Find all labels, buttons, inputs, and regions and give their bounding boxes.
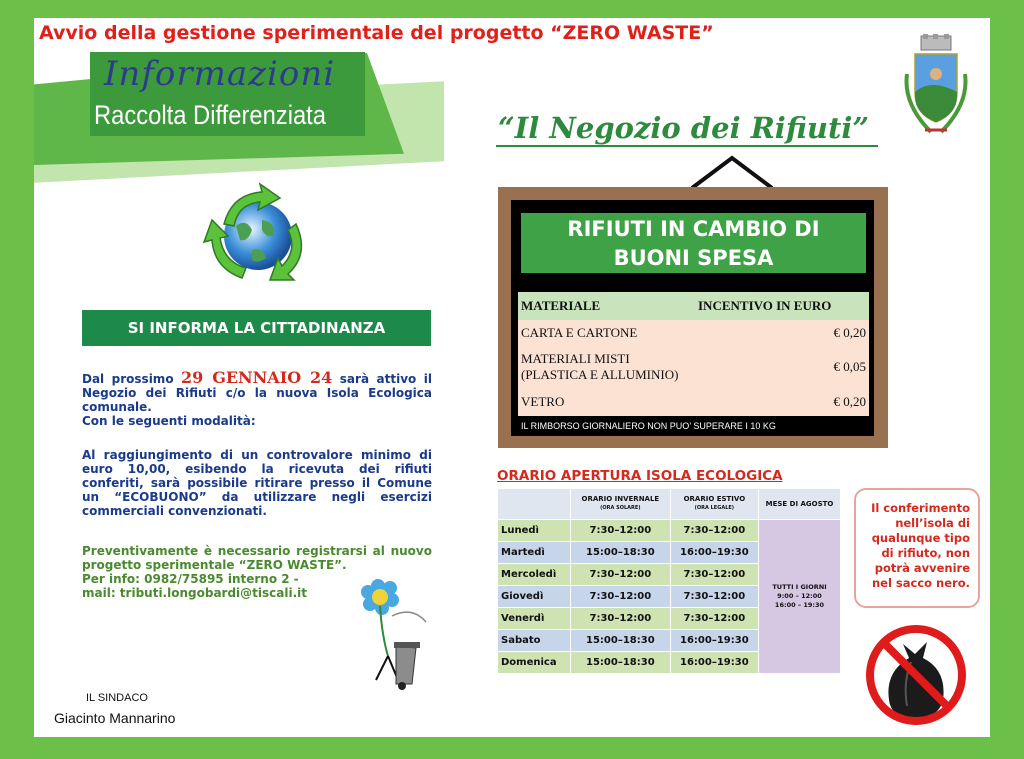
shop-title: “Il Negozio dei Rifiuti” — [498, 111, 870, 145]
p3-text-a: Preventivamente è necessario registrarsi al nuovo progetto sperimentale “ZERO WASTE”. — [82, 544, 432, 572]
board-heading-line2: BUONI SPESA — [613, 246, 774, 270]
incentive-table — [518, 292, 869, 416]
flower-mascot-icon — [352, 576, 442, 691]
col-winter-sub: (ORA SOLARE) — [600, 505, 641, 511]
p1-text-a: Dal prossimo — [82, 372, 182, 386]
mayor-name: Giacinto Mannarino — [54, 710, 176, 726]
material-line2: (PLASTICA E ALLUMINIO) — [521, 367, 679, 382]
board-hanger-icon — [686, 154, 778, 190]
summer-hours: 16:00–19:30 — [670, 630, 758, 652]
summer-hours: 16:00–19:30 — [670, 652, 758, 674]
ecobuono-paragraph: Al raggiungimento di un controvalore minimo di euro 10,00, esibendo la ricevuta dei rifiuti conferiti, sarà possibile ritirare presso il Comune un “ECOBUONO” da utilizzare negli esercizi commerciali convenzionati. — [82, 448, 432, 518]
p1-text-b: sarà attivo il Negozio dei Rifiuti c/o la nuova Isola Ecologica comunale. — [82, 372, 432, 414]
mayor-label: IL SINDACO — [86, 692, 148, 704]
recycle-globe-icon — [202, 180, 314, 288]
material-name — [518, 351, 799, 383]
table-row — [518, 346, 869, 388]
august-line1: TUTTI I GIORNI — [772, 583, 827, 591]
inform-banner: SI INFORMA LA CITTADINANZA — [82, 310, 431, 346]
title-underline — [496, 145, 878, 147]
incentive-value: € 0,20 — [833, 325, 866, 340]
day-label: Mercoledì — [498, 564, 571, 586]
hours-title: ORARIO APERTURA ISOLA ECOLOGICA — [497, 468, 783, 484]
table-row — [498, 520, 841, 542]
day-label: Sabato — [498, 630, 571, 652]
day-label: Martedì — [498, 542, 571, 564]
table-row — [518, 388, 869, 416]
august-hours — [759, 520, 841, 674]
info-subtitle: Raccolta Differenziata — [94, 100, 327, 130]
col-material: MATERIALE — [521, 298, 601, 313]
day-label: Giovedì — [498, 586, 571, 608]
opening-hours-table — [497, 488, 841, 674]
summer-hours: 16:00–19:30 — [670, 542, 758, 564]
board-heading — [521, 213, 866, 273]
col-incentive: INCENTIVO IN EURO — [698, 298, 832, 313]
august-line2: 9:00 – 12:00 — [777, 592, 822, 600]
col-summer-label: ORARIO ESTIVO — [683, 495, 746, 503]
day-label: Domenica — [498, 652, 571, 674]
day-label: Lunedì — [498, 520, 571, 542]
winter-hours: 15:00–18:30 — [571, 652, 671, 674]
contact-email: mail: tributi.longobardi@tiscali.it — [82, 586, 307, 600]
material-name: VETRO — [521, 394, 565, 409]
day-label: Venerdì — [498, 608, 571, 630]
municipal-crest-icon — [901, 34, 971, 140]
winter-hours: 7:30–12:00 — [571, 564, 671, 586]
col-summer-sub: (ORA LEGALE) — [694, 505, 735, 511]
winter-hours: 15:00–18:30 — [571, 630, 671, 652]
p1-text-c: Con le seguenti modalità: — [82, 414, 256, 428]
summer-hours: 7:30–12:00 — [670, 608, 758, 630]
winter-hours: 7:30–12:00 — [571, 586, 671, 608]
summer-hours: 7:30–12:00 — [670, 586, 758, 608]
incentive-value: € 0,20 — [833, 394, 866, 409]
col-winter-label: ORARIO INVERNALE — [581, 495, 660, 503]
incentive-table-header — [518, 292, 869, 320]
info-title: Informazioni — [104, 54, 336, 94]
winter-hours: 7:30–12:00 — [571, 608, 671, 630]
announcement-paragraph — [82, 368, 432, 428]
hours-header-row — [498, 489, 841, 520]
material-name: CARTA E CARTONE — [521, 325, 638, 340]
flyer-page — [34, 18, 990, 737]
board-heading-line1: RIFIUTI IN CAMBIO DI — [567, 217, 820, 241]
contact-phone: Per info: 0982/75895 interno 2 - — [82, 572, 299, 586]
start-date: 29 GENNAIO 24 — [181, 368, 333, 387]
winter-hours: 7:30–12:00 — [571, 520, 671, 542]
refund-note: IL RIMBORSO GIORNALIERO NON PUO’ SUPERARE I 10 KG — [521, 421, 776, 431]
summer-hours: 7:30–12:00 — [670, 564, 758, 586]
col-august: MESE DI AGOSTO — [759, 489, 841, 520]
winter-hours: 15:00–18:30 — [571, 542, 671, 564]
col-summer — [670, 489, 758, 520]
no-black-bag-icon — [863, 622, 969, 728]
table-row — [518, 320, 869, 346]
material-line1: MATERIALI MISTI — [521, 351, 630, 366]
august-line3: 16:00 – 19:30 — [774, 601, 825, 609]
incentive-value: € 0,05 — [833, 359, 866, 374]
col-winter — [571, 489, 671, 520]
flyer-title: Avvio della gestione sperimentale del progetto “ZERO WASTE” — [39, 22, 714, 44]
notice-text: Il conferimento nell’isola di qualunque tipo di rifiuto, non potrà avvenire nel sacco nero. — [871, 501, 970, 590]
hours-header-blank — [498, 489, 571, 520]
summer-hours: 7:30–12:00 — [670, 520, 758, 542]
